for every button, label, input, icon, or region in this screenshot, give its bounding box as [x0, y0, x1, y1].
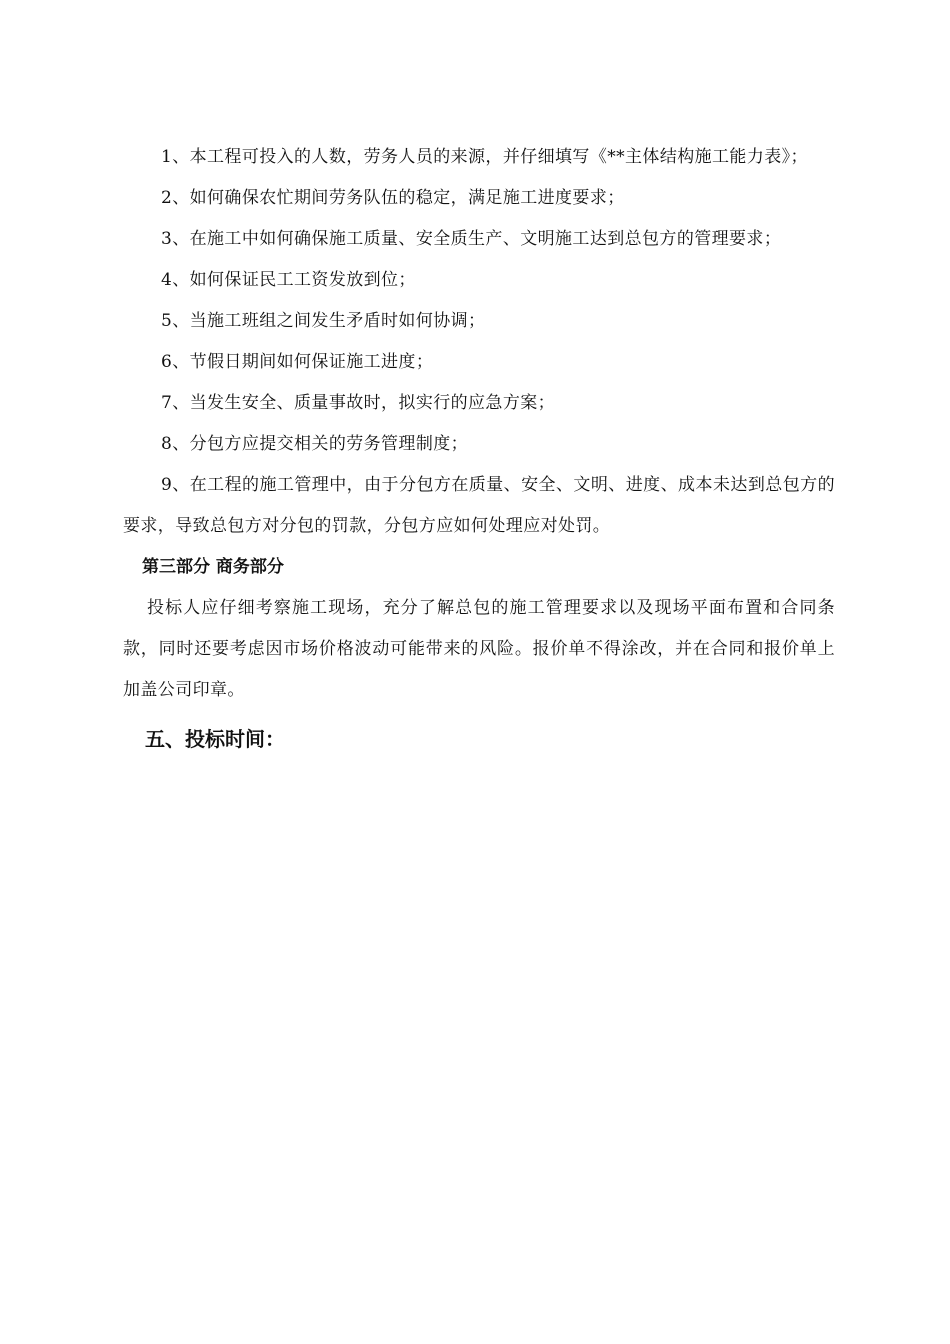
section-five-heading: 五、投标时间： [145, 727, 285, 751]
list-item-8: 8、分包方应提交相关的劳务管理制度； [161, 434, 469, 454]
document-body [123, 137, 835, 761]
section-three-heading: 第三部分 商务部分 [142, 557, 284, 577]
list-item-6: 6、节假日期间如何保证施工进度； [161, 352, 434, 372]
list-item-5: 5、当施工班组之间发生矛盾时如何协调； [161, 311, 486, 331]
list-item-3: 3、在施工中如何确保施工质量、安全质生产、文明施工达到总包方的管理要求； [161, 229, 782, 249]
list-item-9: 9、在工程的施工管理中，由于分包方在质量、安全、文明、进度、成本未达到总包方的要求，导致总包方对分包的罚款，分包方应如何处理应对处罚。 [123, 475, 835, 536]
list-item-4: 4、如何保证民工工资发放到位； [161, 270, 416, 290]
section-three-body: 投标人应仔细考察施工现场，充分了解总包的施工管理要求以及现场平面布置和合同条款，同时还要考虑因市场价格波动可能带来的风险。报价单不得涂改，并在合同和报价单上加盖公司印章。 [123, 598, 835, 700]
list-item-2: 2、如何确保农忙期间劳务队伍的稳定，满足施工进度要求； [161, 188, 625, 208]
list-item-7: 7、当发生安全、质量事故时，拟实行的应急方案； [161, 393, 556, 413]
list-item-1: 1、本工程可投入的人数，劳务人员的来源，并仔细填写《**主体结构施工能力表》； [161, 147, 808, 167]
